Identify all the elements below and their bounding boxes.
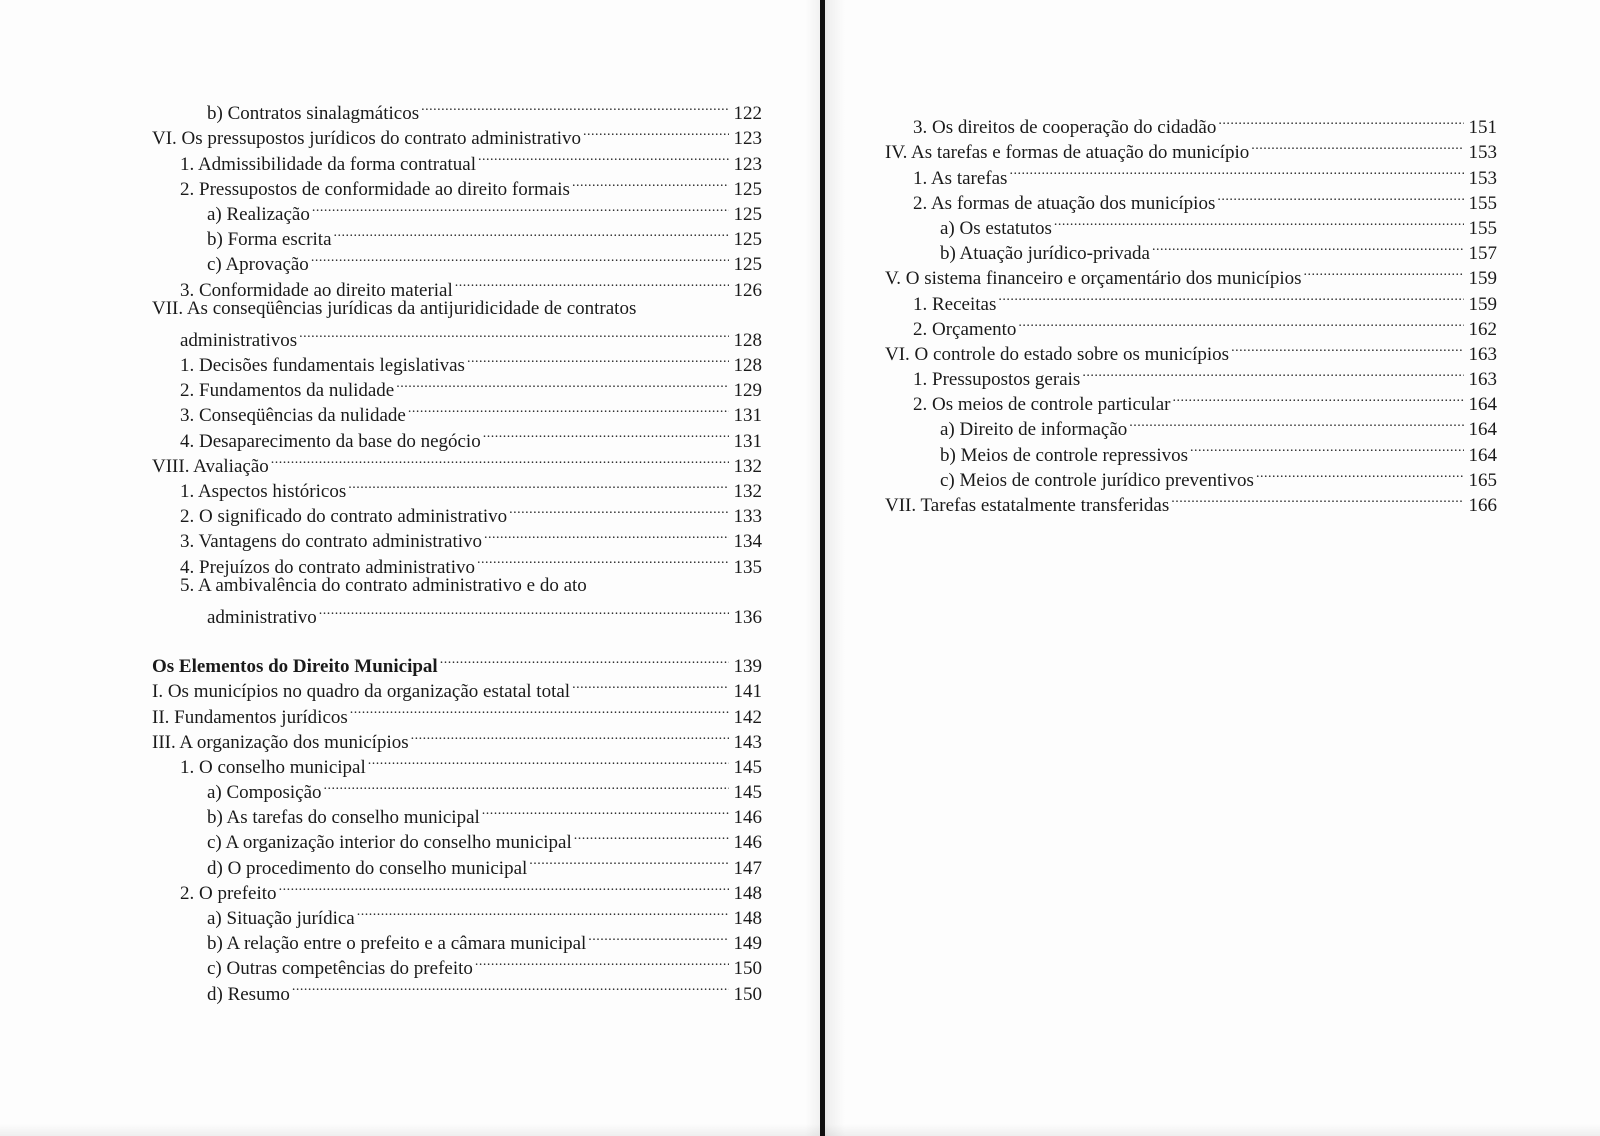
dot-leader xyxy=(324,773,729,798)
section-heading-page: 139 xyxy=(733,656,762,678)
dot-leader xyxy=(572,672,729,697)
toc-entry-title: V. O sistema financeiro e orçamentário dos municípios xyxy=(885,268,1302,290)
toc-entry[interactable] xyxy=(152,573,762,598)
toc-entry-page: 141 xyxy=(733,681,762,703)
toc-entry-page: 143 xyxy=(733,731,762,753)
dot-leader xyxy=(411,723,729,748)
toc-entry-page: 133 xyxy=(733,506,762,528)
toc-entry-title: 2. Os meios de controle particular xyxy=(913,394,1171,416)
dot-leader xyxy=(1251,133,1464,158)
dot-leader xyxy=(292,974,729,999)
dot-leader xyxy=(299,321,729,346)
toc-entry-page: 155 xyxy=(1468,192,1497,214)
toc-entry-title: 2. O prefeito xyxy=(180,882,277,904)
dot-leader xyxy=(368,748,729,773)
toc-entry[interactable] xyxy=(152,94,762,125)
dot-leader xyxy=(311,245,729,270)
gutter-shadow xyxy=(805,0,845,1136)
toc-entry-title: III. A organização dos municípios xyxy=(152,731,409,753)
bottom-shadow xyxy=(0,1124,1600,1136)
toc-entry-title: d) O procedimento do conselho municipal xyxy=(207,857,528,879)
dot-leader xyxy=(1009,158,1464,183)
toc-entry-title: administrativos xyxy=(180,329,298,351)
toc-entry-title: 1. Pressupostos gerais xyxy=(913,369,1081,391)
toc-entry-page: 146 xyxy=(733,807,762,829)
toc-entry-title: 2. Pressupostos de conformidade ao direito formais xyxy=(180,178,570,200)
toc-entry-page: 147 xyxy=(733,857,762,879)
toc-entry-title: a) Realização xyxy=(207,203,310,225)
toc-entry-title: 1. Admissibilidade da forma contratual xyxy=(180,153,477,175)
toc-entry-title: b) Atuação jurídico-privada xyxy=(940,243,1150,265)
dot-leader xyxy=(1152,234,1464,259)
dot-leader xyxy=(279,874,729,899)
toc-entry-page: 134 xyxy=(733,531,762,553)
toc-entry-title: 1. Decisões fundamentais legislativas xyxy=(180,355,465,377)
toc-entry-title: b) Forma escrita xyxy=(207,229,332,251)
dot-leader xyxy=(1256,461,1464,486)
toc-entry-page: 142 xyxy=(733,706,762,728)
toc-entry-title: 1. As tarefas xyxy=(913,167,1008,189)
dot-leader xyxy=(271,447,729,472)
toc-entry-title: 1. Receitas xyxy=(913,293,997,315)
toc-entry-page: 146 xyxy=(733,832,762,854)
toc-entry-page: 159 xyxy=(1468,268,1497,290)
dot-leader xyxy=(467,346,729,371)
dot-leader xyxy=(1129,410,1464,435)
toc-entry-page: 145 xyxy=(733,782,762,804)
toc-entry-title: VIII. Avaliação xyxy=(152,455,269,477)
toc-entry-page: 145 xyxy=(733,756,762,778)
toc-entry-title: II. Fundamentos jurídicos xyxy=(152,706,348,728)
dot-leader xyxy=(529,848,729,873)
dot-leader xyxy=(475,949,729,974)
dot-leader xyxy=(1171,486,1464,511)
toc-entry-title: 2. As formas de atuação dos municípios xyxy=(913,192,1216,214)
toc-entry-title: I. Os municípios no quadro da organização estatal total xyxy=(152,681,571,703)
toc-entry-title: 1. O conselho municipal xyxy=(180,756,366,778)
toc-entry-title: 5. A ambivalência do contrato administrativo e do ato xyxy=(180,574,587,596)
toc-entry-page: 164 xyxy=(1468,419,1497,441)
toc-entry-page: 164 xyxy=(1468,394,1497,416)
toc-entry-title: 2. Orçamento xyxy=(913,318,1017,340)
dot-leader xyxy=(348,472,729,497)
book-gutter xyxy=(820,0,825,1136)
toc-entry-title: 3. Conformidade ao direito material xyxy=(180,279,453,301)
toc-entry-page: 164 xyxy=(1468,444,1497,466)
toc-entry-page: 148 xyxy=(733,908,762,929)
toc-entry-title: b) Meios de controle repressivos xyxy=(940,444,1188,466)
dot-leader xyxy=(1218,108,1464,133)
toc-entry-page: 125 xyxy=(733,254,762,276)
toc-entry-page: 153 xyxy=(1468,167,1497,189)
toc-entry-page: 163 xyxy=(1468,343,1497,365)
dot-leader xyxy=(1082,360,1464,385)
left-page-toc xyxy=(152,94,762,1005)
toc-entry-page: 136 xyxy=(733,606,762,628)
dot-leader xyxy=(319,598,729,623)
dot-leader xyxy=(1231,335,1464,360)
dot-leader xyxy=(1217,184,1464,209)
toc-entry-page: 159 xyxy=(1468,293,1497,315)
toc-entry-page: 126 xyxy=(733,279,762,301)
toc-entry-title: b) Contratos sinalagmáticos xyxy=(207,103,420,125)
right-page-toc xyxy=(885,108,1497,516)
toc-entry-page: 165 xyxy=(1468,469,1497,491)
toc-entry-title: a) Situação jurídica xyxy=(207,908,355,929)
toc-entry-title: c) Outras competências do prefeito xyxy=(207,958,473,980)
toc-entry-title: 3. Os direitos de cooperação do cidadão xyxy=(913,117,1217,139)
toc-entry[interactable] xyxy=(885,108,1497,139)
toc-entry-title: VII. As conseqüências jurídicas da antijuridicidade de contratos xyxy=(152,297,637,319)
dot-leader xyxy=(478,144,729,169)
dot-leader xyxy=(588,924,729,949)
section-heading-title: Os Elementos do Direito Municipal xyxy=(152,656,438,678)
toc-entry-title: a) Composição xyxy=(207,782,322,804)
toc-entry-title: 1. Aspectos históricos xyxy=(180,481,347,502)
toc-entry-title: 4. Prejuízos do contrato administrativo xyxy=(180,556,475,578)
toc-entry-page: 128 xyxy=(733,355,762,377)
dot-leader xyxy=(509,497,729,522)
toc-entry-page: 128 xyxy=(733,329,762,351)
toc-entry-title: administrativo xyxy=(207,606,317,628)
dot-leader xyxy=(408,396,729,421)
toc-entry-title: b) As tarefas do conselho municipal xyxy=(207,807,480,829)
toc-entry-title: 4. Desaparecimento da base do negócio xyxy=(180,430,481,452)
dot-leader xyxy=(440,647,729,672)
toc-entry-page: 153 xyxy=(1468,142,1497,164)
toc-entry-page: 123 xyxy=(733,153,762,175)
toc-entry-page: 125 xyxy=(733,229,762,251)
toc-entry-page: 125 xyxy=(733,178,762,200)
toc-entry-title: a) Direito de informação xyxy=(940,419,1128,441)
dot-leader xyxy=(482,798,729,823)
toc-entry-page: 135 xyxy=(733,556,762,578)
toc-entry-title: 3. Vantagens do contrato administrativo xyxy=(180,531,483,553)
toc-entry-page: 122 xyxy=(733,103,762,125)
toc-entry-page: 132 xyxy=(733,481,762,502)
toc-entry[interactable] xyxy=(152,296,762,321)
toc-entry-page: 129 xyxy=(733,380,762,402)
toc-entry-title: d) Resumo xyxy=(207,983,290,1005)
toc-entry-page: 131 xyxy=(733,405,762,427)
toc-entry-title: a) Os estatutos xyxy=(940,217,1052,239)
toc-entry-page: 132 xyxy=(733,455,762,477)
dot-leader xyxy=(421,94,729,119)
toc-entry-title: IV. As tarefas e formas de atuação do município xyxy=(885,142,1250,164)
toc-entry-page: 125 xyxy=(733,203,762,225)
dot-leader xyxy=(350,697,729,722)
dot-leader xyxy=(1304,259,1465,284)
dot-leader xyxy=(574,823,729,848)
dot-leader xyxy=(1054,209,1464,234)
toc-entry-page: 148 xyxy=(733,882,762,904)
toc-entry-page: 163 xyxy=(1468,369,1497,391)
dot-leader xyxy=(998,284,1464,309)
dot-leader xyxy=(396,371,729,396)
dot-leader xyxy=(477,547,729,572)
toc-entry-title: VI. Os pressupostos jurídicos do contrato administrativo xyxy=(152,128,582,150)
dot-leader xyxy=(455,270,729,295)
toc-entry-page: 155 xyxy=(1468,217,1497,239)
toc-entry-title: 2. Fundamentos da nulidade xyxy=(180,380,395,402)
toc-entry-title: VII. Tarefas estatalmente transferidas xyxy=(885,495,1170,516)
dot-leader xyxy=(334,220,729,245)
toc-entry-title: 3. Conseqüências da nulidade xyxy=(180,405,406,427)
toc-entry-page: 131 xyxy=(733,430,762,452)
toc-entry-page: 162 xyxy=(1468,318,1497,340)
toc-entry-page: 151 xyxy=(1468,117,1497,139)
dot-leader xyxy=(583,119,729,144)
dot-leader xyxy=(312,195,729,220)
dot-leader xyxy=(1190,435,1464,460)
dot-leader xyxy=(483,421,729,446)
dot-leader xyxy=(1172,385,1464,410)
toc-entry-continuation[interactable] xyxy=(152,598,762,628)
toc-entry-page: 157 xyxy=(1468,243,1497,265)
dot-leader xyxy=(572,170,729,195)
toc-entry-title: c) A organização interior do conselho municipal xyxy=(207,832,572,854)
toc-entry-title: c) Meios de controle jurídico preventivos xyxy=(940,469,1254,491)
section-heading[interactable] xyxy=(152,647,762,678)
toc-entry-title: c) Aprovação xyxy=(207,254,309,276)
toc-entry-page: 123 xyxy=(733,128,762,150)
toc-entry-title: 2. O significado do contrato administrativo xyxy=(180,506,508,528)
toc-entry-page: 149 xyxy=(733,933,762,955)
toc-entry-page: 166 xyxy=(1468,495,1497,516)
toc-entry-title: VI. O controle do estado sobre os municípios xyxy=(885,343,1230,365)
toc-entry-continuation[interactable] xyxy=(152,321,762,351)
dot-leader xyxy=(1018,310,1464,335)
toc-entry-title: b) A relação entre o prefeito e a câmara municipal xyxy=(207,933,587,955)
toc-entry-page: 150 xyxy=(733,958,762,980)
dot-leader xyxy=(357,899,729,924)
dot-leader xyxy=(484,522,729,547)
toc-entry-page: 150 xyxy=(733,983,762,1005)
